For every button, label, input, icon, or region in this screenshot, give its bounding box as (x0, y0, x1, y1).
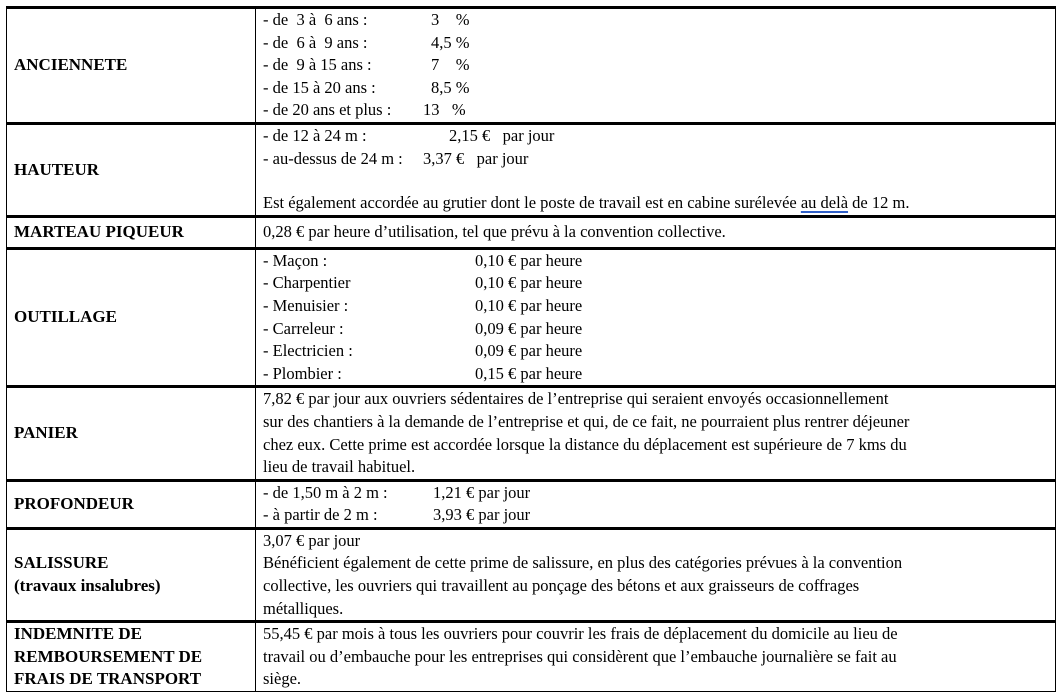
item-value: 0,10 € par heure (475, 273, 583, 293)
row-content-profondeur (256, 480, 1056, 528)
list-item (263, 125, 1055, 148)
row-label-indemnite-transport (7, 622, 256, 692)
text-line: 3,07 € par jour (263, 530, 361, 550)
row-content-outillage (256, 248, 1056, 387)
text-line: sur des chantiers à la demande de l’entreprise et qui, de ce fait, ne pourraient plus rentrer déjeuner (263, 411, 910, 431)
note-after: de 12 m. (848, 193, 910, 213)
item-value: 2,15 € par jour (449, 125, 555, 145)
text-line: métalliques. (263, 598, 344, 618)
item-key: - Charpentier (263, 273, 351, 293)
list-item (263, 54, 1055, 77)
label-line: REMBOURSEMENT DE (14, 646, 203, 666)
item-key: - de 3 à 6 ans : (263, 10, 368, 29)
item-key: - de 15 à 20 ans : (263, 77, 376, 97)
row-content-hauteur (256, 123, 1056, 216)
item-value: 0,15 € par heure (475, 363, 583, 383)
item-value: 3,93 € par jour (433, 505, 531, 525)
item-key: - Carreleur : (263, 318, 344, 338)
row-label-panier: PANIER (7, 387, 256, 480)
table-row-marteau-piqueur (7, 216, 1056, 248)
allowances-table (6, 6, 1056, 692)
list-item (263, 363, 1055, 386)
item-key: - à partir de 2 m : (263, 505, 378, 525)
item-key: - Plombier : (263, 363, 342, 383)
label-line: FRAIS DE TRANSPORT (14, 669, 202, 689)
spacer (263, 170, 1055, 192)
item-value: 3,37 € par jour (423, 148, 529, 168)
row-label-salissure (7, 528, 256, 621)
text-line: collective, les ouvriers qui travaillent au ponçage des bétons et aux graisseurs de coffrages (263, 576, 860, 596)
text-line: lieu de travail habituel. (263, 457, 416, 477)
item-key: - de 12 à 24 m : (263, 125, 367, 145)
list-item (263, 148, 1055, 171)
table-row-outillage (7, 248, 1056, 387)
list-item (263, 77, 1055, 100)
text-line: chez eux. Cette prime est accordée lorsque la distance du déplacement est supérieure de 7 kms du (263, 434, 907, 454)
list-item (263, 99, 1055, 122)
note-text (263, 192, 1055, 215)
item-value: 8,5 % (431, 77, 470, 97)
item-value: 3 % (431, 10, 470, 29)
item-key: - au-dessus de 24 m : (263, 148, 403, 168)
label-sub: (travaux insalubres) (14, 576, 161, 596)
list-item (263, 318, 1055, 341)
item-value: 7 % (431, 55, 470, 75)
list-item (263, 340, 1055, 363)
item-value: 0,09 € par heure (475, 341, 583, 361)
item-value: 0,10 € par heure (475, 250, 583, 270)
row-label-marteau-piqueur: MARTEAU PIQUEUR (7, 216, 256, 248)
table-row-panier (7, 387, 1056, 480)
text-line: 7,82 € par jour aux ouvriers sédentaires de l’entreprise qui seraient envoyés occasionnellement (263, 389, 889, 409)
table-row-anciennete (7, 8, 1056, 124)
row-content-indemnite-transport (256, 622, 1056, 692)
item-key: - Menuisier : (263, 295, 349, 315)
row-label-hauteur: HAUTEUR (7, 123, 256, 216)
item-value: 1,21 € par jour (433, 482, 531, 502)
list-item (263, 250, 1055, 273)
item-value: 4,5 % (431, 32, 470, 52)
row-label-profondeur: PROFONDEUR (7, 480, 256, 528)
text-line: Bénéficient également de cette prime de salissure, en plus des catégories prévues à la convention (263, 553, 903, 573)
item-value: 0,09 € par heure (475, 318, 583, 338)
list-item (263, 9, 1055, 32)
text-line: travail ou d’embauche pour les entreprises qui considèrent que l’embauche journalière se fait au (263, 646, 897, 666)
item-key: - de 6 à 9 ans : (263, 32, 368, 52)
label-main: SALISSURE (14, 553, 109, 573)
item-key: - Maçon : (263, 250, 328, 270)
note-underlined: au delà (800, 193, 849, 213)
row-label-outillage: OUTILLAGE (7, 248, 256, 387)
list-item (263, 272, 1055, 295)
text-line: siège. (263, 669, 302, 689)
item-key: - Electricien : (263, 341, 353, 361)
label-line: INDEMNITE DE (14, 624, 142, 644)
list-item (263, 482, 1055, 505)
item-value: 13 % (423, 100, 466, 120)
item-key: - de 9 à 15 ans : (263, 55, 372, 75)
list-item (263, 32, 1055, 55)
row-content-salissure (256, 528, 1056, 621)
row-label-anciennete: ANCIENNETE (7, 8, 256, 124)
table-row-profondeur (7, 480, 1056, 528)
table-row-indemnite-transport (7, 622, 1056, 692)
table-row-salissure (7, 528, 1056, 621)
row-content-marteau-piqueur: 0,28 € par heure d’utilisation, tel que prévu à la convention collective. (256, 216, 1056, 248)
table-row-hauteur (7, 123, 1056, 216)
note-before: Est également accordée au grutier dont le poste de travail est en cabine surélevée (263, 193, 801, 213)
item-key: - de 1,50 m à 2 m : (263, 482, 388, 502)
item-key: - de 20 ans et plus : (263, 100, 392, 120)
row-content-panier (256, 387, 1056, 480)
item-value: 0,10 € par heure (475, 295, 583, 315)
list-item (263, 295, 1055, 318)
row-content-anciennete (256, 8, 1056, 124)
list-item (263, 504, 1055, 527)
text-line: 55,45 € par mois à tous les ouvriers pour couvrir les frais de déplacement du domicile au lieu de (263, 624, 898, 644)
